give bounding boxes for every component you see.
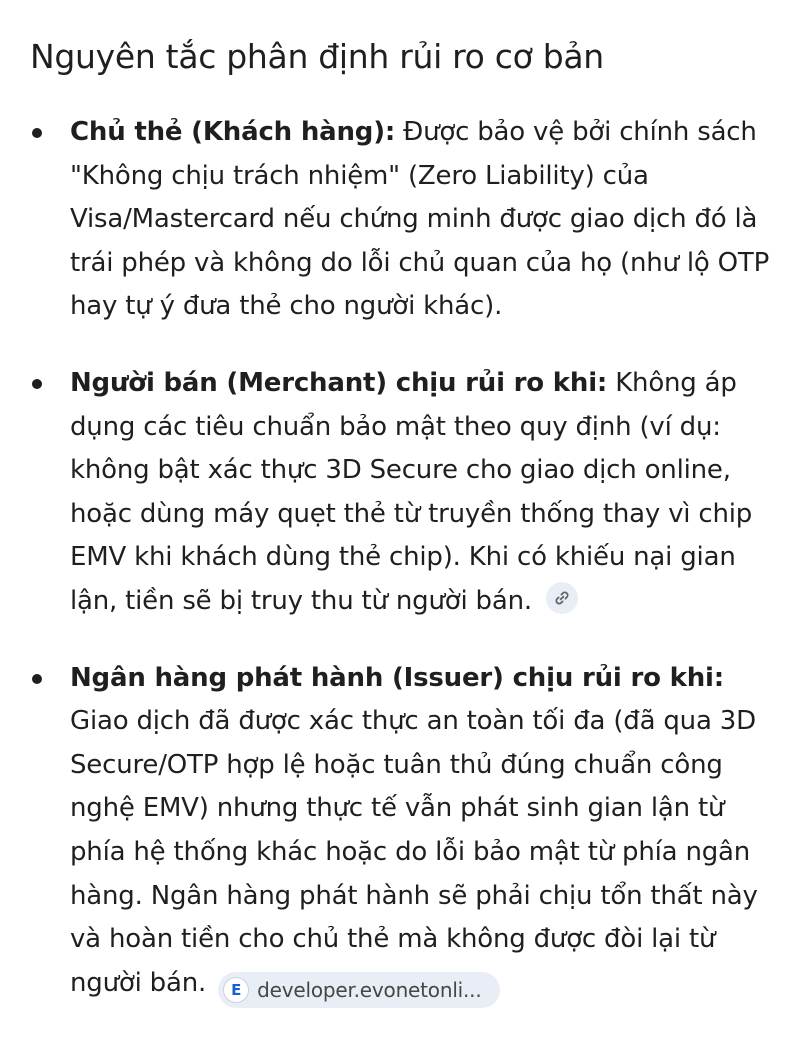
bullet-text: Giao dịch đã được xác thực an toàn tối đa (đã qua 3D Secure/OTP hợp lệ hoặc tuân thủ đúng chuẩn công nghệ EMV) nhưng thực tế vẫn phát sinh gian lận từ phía hệ thống khác hoặc do lỗi bảo mật từ phía ngân hàng. Ngân hàng phát hành sẽ phải chịu tổn thất này và hoàn tiền cho chủ thẻ mà không được đòi lại từ người bán. (70, 706, 758, 998)
source-chip[interactable] (218, 972, 499, 1008)
link-icon[interactable] (546, 582, 578, 614)
bullet-lead: Ngân hàng phát hành (Issuer) chịu rủi ro khi: (70, 662, 724, 693)
bullet-dot (32, 674, 42, 684)
source-chip-label: developer.evonetonli... (257, 978, 482, 1003)
bullet-dot (32, 128, 42, 138)
bullet-text: Không áp dụng các tiêu chuẩn bảo mật theo quy định (ví dụ: không bật xác thực 3D Secure cho giao dịch online, hoặc dùng máy quẹt thẻ từ truyền thống thay vì chip EMV khi khách dùng thẻ chip). Khi có khiếu nại gian lận, tiền sẽ bị truy thu từ người bán. (70, 367, 753, 616)
bullet-list (30, 111, 770, 1008)
response-content (30, 32, 770, 1041)
link-glyph (554, 590, 570, 606)
bullet-dot (32, 379, 42, 389)
section-heading: Nguyên tắc phân định rủi ro cơ bản (30, 37, 604, 76)
bullet-lead: Chủ thẻ (Khách hàng): (70, 117, 396, 147)
bullet-item-cardholder (30, 111, 770, 329)
bullet-lead: Người bán (Merchant) chịu rủi ro khi: (70, 367, 608, 398)
bullet-item-issuer (30, 657, 770, 1009)
bullet-item-merchant (30, 362, 770, 624)
evonet-favicon-icon (223, 977, 249, 1003)
bullet-text: Được bảo vệ bởi chính sách "Không chịu trách nhiệm" (Zero Liability) của Visa/Mastercard nếu chứng minh được giao dịch đó là trái phép và không do lỗi chủ quan của họ (như lộ OTP hay tự ý đưa thẻ cho người khác). (70, 117, 770, 322)
favicon-letter: E (231, 980, 242, 999)
